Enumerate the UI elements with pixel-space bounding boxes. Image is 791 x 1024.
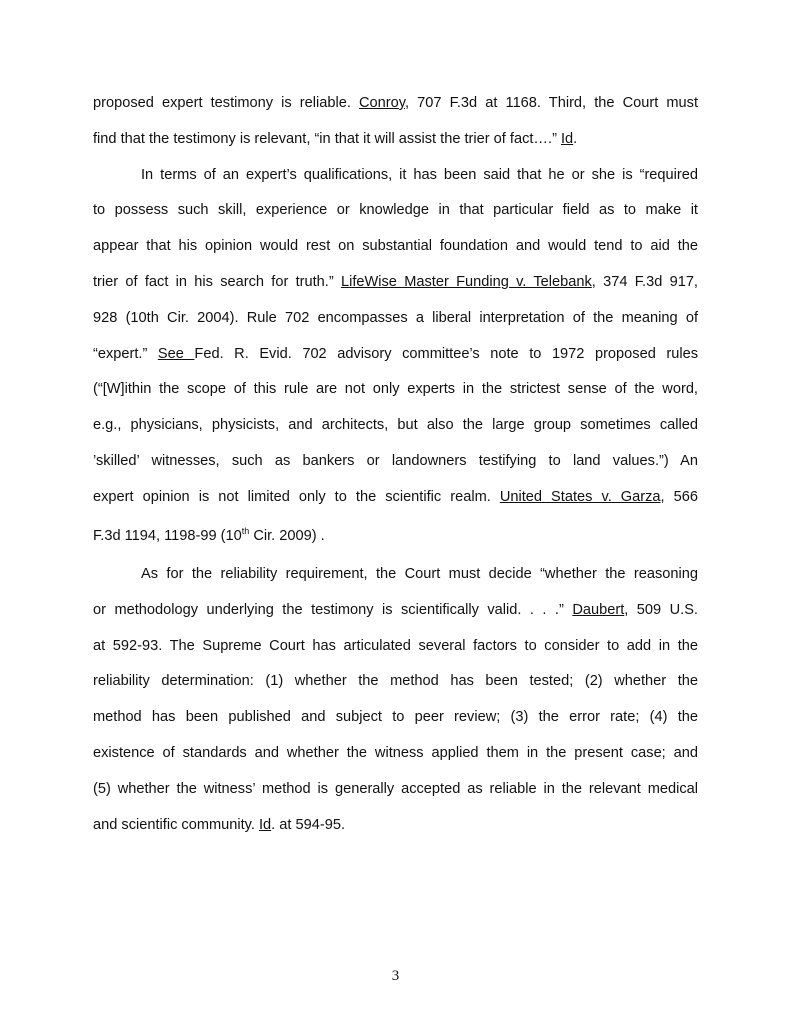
- text-segment: In terms of an expert’s qualifications, it has been said that he or she is “required: [141, 166, 698, 183]
- text-line: [93, 193, 698, 229]
- case-citation: Conroy: [359, 95, 405, 111]
- text-line: [93, 519, 698, 555]
- page-number: 3: [391, 968, 400, 984]
- text-segment: find that the testimony is relevant, “in that it will assist the trier of fact….”: [93, 130, 561, 147]
- text-segment: (“[W]ithin the scope of this rule are not only experts in the strictest sense of the word,: [93, 381, 698, 398]
- text-segment: proposed expert testimony is reliable.: [93, 95, 360, 111]
- text-segment: or methodology underlying the testimony is scientifically valid. . . .”: [93, 601, 573, 618]
- text-segment: , 566: [660, 488, 698, 505]
- text-segment: method has been published and subject to peer review; (3) the error rate; (4) the: [93, 709, 698, 726]
- text-segment: ’skilled’ witnesses, such as bankers or landowners testifying to land values.”) An: [93, 453, 698, 469]
- text-line: [93, 122, 698, 158]
- text-segment: and scientific community.: [93, 816, 259, 833]
- text-line: [93, 557, 698, 593]
- text-segment: “expert.”: [93, 345, 158, 362]
- text-segment: , 374 F.3d 917,: [591, 274, 698, 290]
- case-citation: LifeWise Master Funding v. Telebank: [340, 274, 592, 290]
- case-citation: United States v. Garza: [499, 488, 661, 505]
- text-segment: Fed. R. Evid. 702 advisory committee’s note to 1972 proposed rules: [194, 345, 698, 362]
- text-segment: at 592-93. The Supreme Court has articulated several factors to consider to add in the: [93, 637, 698, 654]
- text-segment: expert opinion is not limited only to the scientific realm.: [93, 488, 500, 505]
- text-line: [93, 736, 698, 772]
- text-line: [93, 629, 698, 665]
- text-line: [93, 86, 698, 122]
- text-line: [93, 301, 698, 337]
- text-line: [93, 265, 698, 301]
- text-line: [93, 444, 698, 480]
- text-segment: , 509 U.S.: [624, 601, 698, 618]
- text-line: [93, 229, 698, 265]
- text-line: [93, 337, 698, 373]
- ordinal-suffix: th: [241, 526, 250, 537]
- text-segment: As for the reliability requirement, the Court must decide “whether the reasoning: [141, 565, 698, 582]
- text-segment: existence of standards and whether the witness applied them in the present case; and: [93, 744, 698, 761]
- text-line: [93, 700, 698, 736]
- case-citation: Id: [561, 130, 574, 147]
- text-segment: Cir. 2009) .: [249, 528, 325, 545]
- text-segment: to possess such skill, experience or knowledge in that particular field as to make it: [93, 202, 698, 219]
- text-line: [93, 593, 698, 629]
- case-citation: Daubert: [572, 601, 625, 618]
- case-citation: See: [157, 345, 195, 362]
- text-segment: (5) whether the witness’ method is generally accepted as reliable in the relevant medical: [93, 780, 698, 797]
- text-segment: appear that his opinion would rest on substantial foundation and would tend to aid the: [93, 238, 698, 255]
- text-segment: trier of fact in his search for truth.”: [93, 274, 341, 290]
- text-segment: reliability determination: (1) whether the method has been tested; (2) whether the: [93, 673, 698, 690]
- text-segment: 928 (10th Cir. 2004). Rule 702 encompasses a liberal interpretation of the meaning of: [93, 309, 698, 326]
- text-line: [93, 372, 698, 408]
- text-line: [93, 808, 698, 844]
- text-segment: , 707 F.3d at 1168. Third, the Court must: [404, 95, 699, 111]
- text-line: [93, 480, 698, 516]
- case-citation: Id: [259, 816, 272, 833]
- text-line: [93, 664, 698, 700]
- text-line: [93, 408, 698, 444]
- text-line: [93, 158, 698, 194]
- text-line: [93, 772, 698, 808]
- text-segment: .: [573, 130, 578, 147]
- text-segment: e.g., physicians, physicists, and architects, but also the large group sometimes called: [93, 417, 698, 434]
- text-segment: . at 594-95.: [271, 816, 346, 833]
- text-segment: F.3d 1194, 1198-99 (10: [93, 528, 242, 545]
